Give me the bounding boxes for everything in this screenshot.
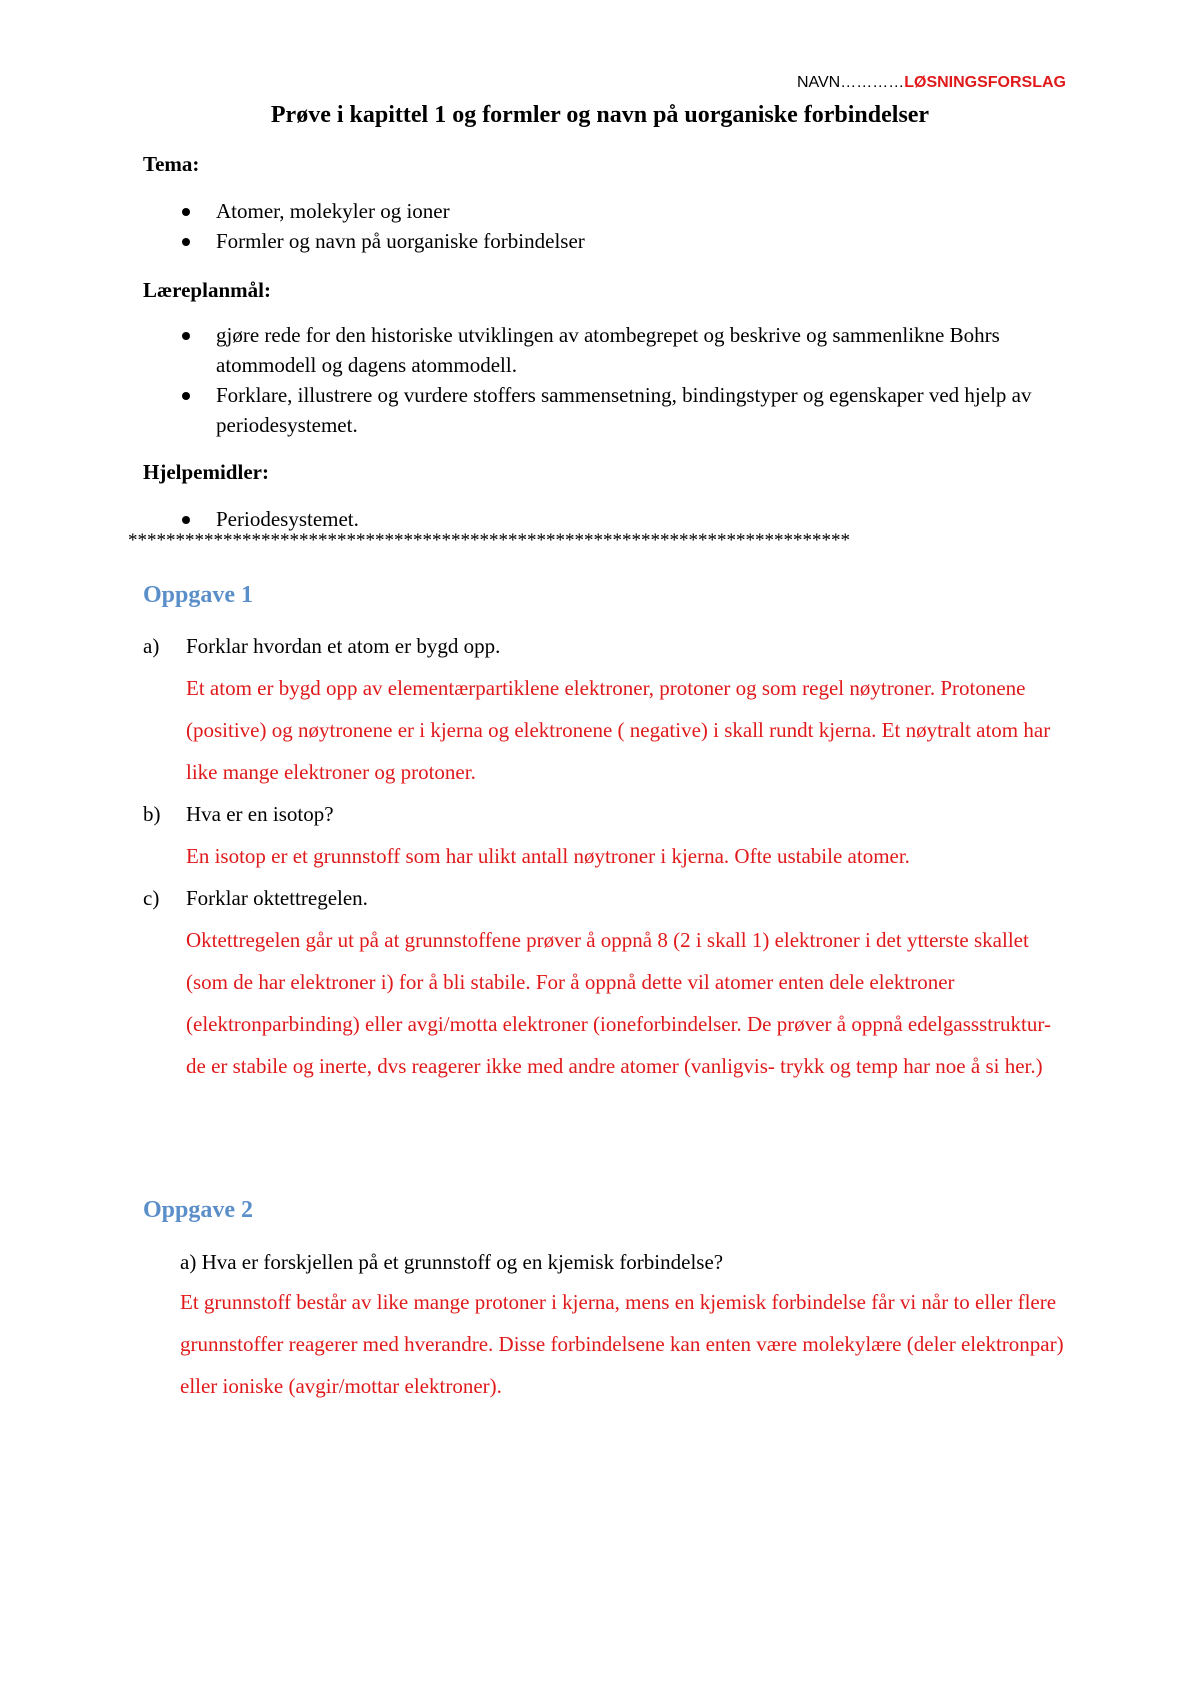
answer-text: Oktettregelen går ut på at grunnstoffene prøver å oppnå 8 (2 i skall 1) elektroner i det ytterste skallet (som de har elektroner i) for å bli stabile. For å oppnå dette vil atomer enten dele elektroner (elektronparbinding) eller avgi/motta elektroner (ioneforbindelser. De prøver å oppnå edelgassstruktur- de er stabile og inerte, dvs reagerer ikke med andre atomer (vanligvis- trykk og temp har noe å si her.) xyxy=(186,928,1051,1078)
tema-heading: Tema: xyxy=(143,152,200,176)
answer-text: Et grunnstoff består av like mange protoner i kjerna, mens en kjemisk forbindelse får vi når to eller flere grunnstoffer reagerer med hverandre. Disse forbindelsene kan enten være molekylære (deler elektronpar) eller ioniske (avgir/mottar elektroner). xyxy=(180,1290,1064,1398)
answer-text: En isotop er et grunnstoff som har ulikt antall nøytroner i kjerna. Ofte ustabile atomer. xyxy=(186,844,910,868)
question-text: Forklar oktettregelen. xyxy=(186,886,368,910)
list-item: Forklare, illustrere og vurdere stoffers sammensetning, bindingstyper og egenskaper ved hjelp av periodesystemet. xyxy=(180,380,1080,440)
oppgave1-heading: Oppgave 1 xyxy=(143,582,254,608)
name-label: NAVN xyxy=(796,74,841,91)
hjelpemidler-heading: Hjelpemidler: xyxy=(143,460,269,484)
list-item: Periodesystemet. xyxy=(180,504,1080,534)
divider-stars: **************************************************************************** xyxy=(128,530,850,551)
laereplan-heading: Læreplanmål: xyxy=(143,278,271,302)
list-item: Atomer, molekyler og ioner xyxy=(180,196,1080,226)
question-letter: b) xyxy=(143,802,161,826)
answer-text: Et atom er bygd opp av elementærpartiklene elektroner, protoner og som regel nøytroner. Protonene (positive) og nøytronene er i kjerna og elektronene ( negative) i skall rundt kjerna. Et nøytralt atom har like mange elektroner og protoner. xyxy=(186,676,1051,784)
tema-list xyxy=(180,196,1080,256)
question-text: Forklar hvordan et atom er bygd opp. xyxy=(186,634,501,658)
question-text: Hva er en isotop? xyxy=(186,802,334,826)
question-letter: c) xyxy=(143,886,160,910)
oppgave2-heading: Oppgave 2 xyxy=(143,1197,254,1223)
laereplan-list xyxy=(180,320,1080,440)
name-dots: ………… xyxy=(840,74,905,91)
question-letter: a) xyxy=(143,634,160,658)
page-title: Prøve i kapittel 1 og formler og navn på uorganiske forbindelser xyxy=(270,102,930,128)
question-text: a) Hva er forskjellen på et grunnstoff og en kjemisk forbindelse? xyxy=(180,1250,724,1274)
name-field xyxy=(797,74,1066,92)
list-item: gjøre rede for den historiske utviklingen av atombegrepet og beskrive og sammenlikne Bohrs atommodell og dagens atommodell. xyxy=(180,320,1080,380)
name-value: LØSNINGSFORSLAG xyxy=(904,74,1066,91)
list-item: Formler og navn på uorganiske forbindelser xyxy=(180,226,1080,256)
